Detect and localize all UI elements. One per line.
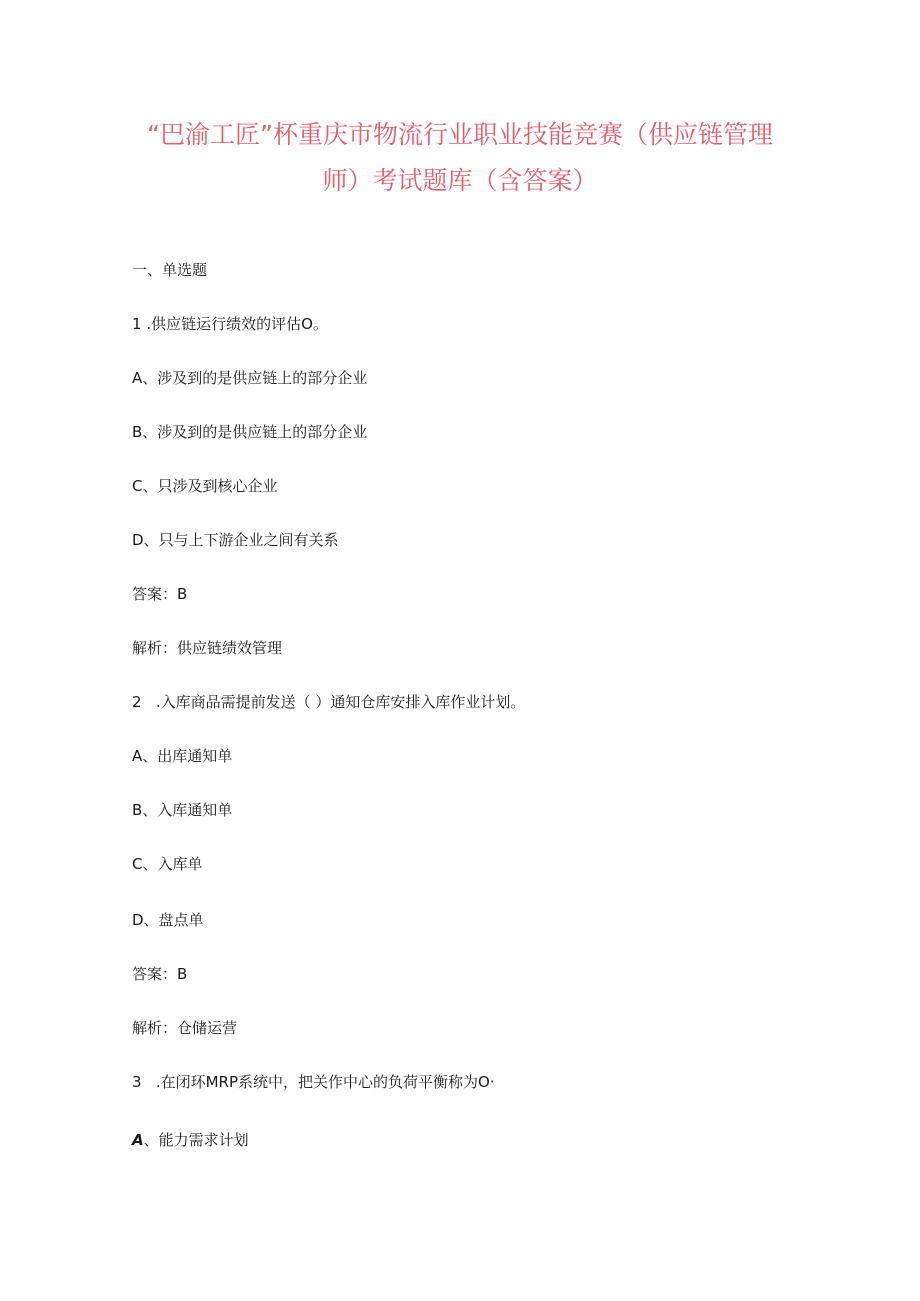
option-text: 、能力需求计划 <box>143 1131 249 1149</box>
option-letter: A <box>132 1131 144 1149</box>
question-text: .供应链运行绩效的评估O。 <box>141 315 328 333</box>
question-3-stem <box>132 1072 495 1092</box>
question-number: 2 <box>132 693 142 711</box>
question-number: 1 <box>132 315 142 333</box>
section-heading: 一、单选题 <box>132 261 208 279</box>
question-2-option-b: B、入库通知单 <box>132 801 233 819</box>
question-2-option-c: C、入库单 <box>132 855 203 873</box>
question-1-option-b: B、涉及到的是供应链上的部分企业 <box>132 423 368 441</box>
question-2-stem <box>132 692 525 712</box>
title-line-2: 师）考试题库（含答案） <box>322 166 598 195</box>
question-2-analysis: 解析：仓储运营 <box>132 1019 238 1037</box>
question-2-option-a: A、出库通知单 <box>132 747 233 765</box>
question-2-option-d: D、盘点单 <box>132 911 204 929</box>
question-1-analysis: 解析：供应链绩效管理 <box>132 639 283 657</box>
question-1-option-d: D、只与上下游企业之间有关系 <box>132 531 339 549</box>
question-1-option-c: C、只涉及到核心企业 <box>132 477 278 495</box>
question-text: .在闭环MRP系统中，把关作中心的负荷平衡称为O· <box>141 1073 495 1091</box>
question-1-answer: 答案：B <box>132 585 188 603</box>
question-3-option-a <box>132 1130 249 1150</box>
question-2-answer: 答案：B <box>132 965 188 983</box>
question-text: .入库商品需提前发送（ ）通知仓库安排入库作业计划。 <box>141 693 526 711</box>
title-line-1: “巴渝工匠”杯重庆市物流行业职业技能竞赛（供应链管理 <box>147 120 773 149</box>
question-number: 3 <box>132 1073 142 1091</box>
question-1-option-a: A、涉及到的是供应链上的部分企业 <box>132 369 368 387</box>
document-title <box>100 112 820 204</box>
question-1-stem <box>132 314 328 334</box>
